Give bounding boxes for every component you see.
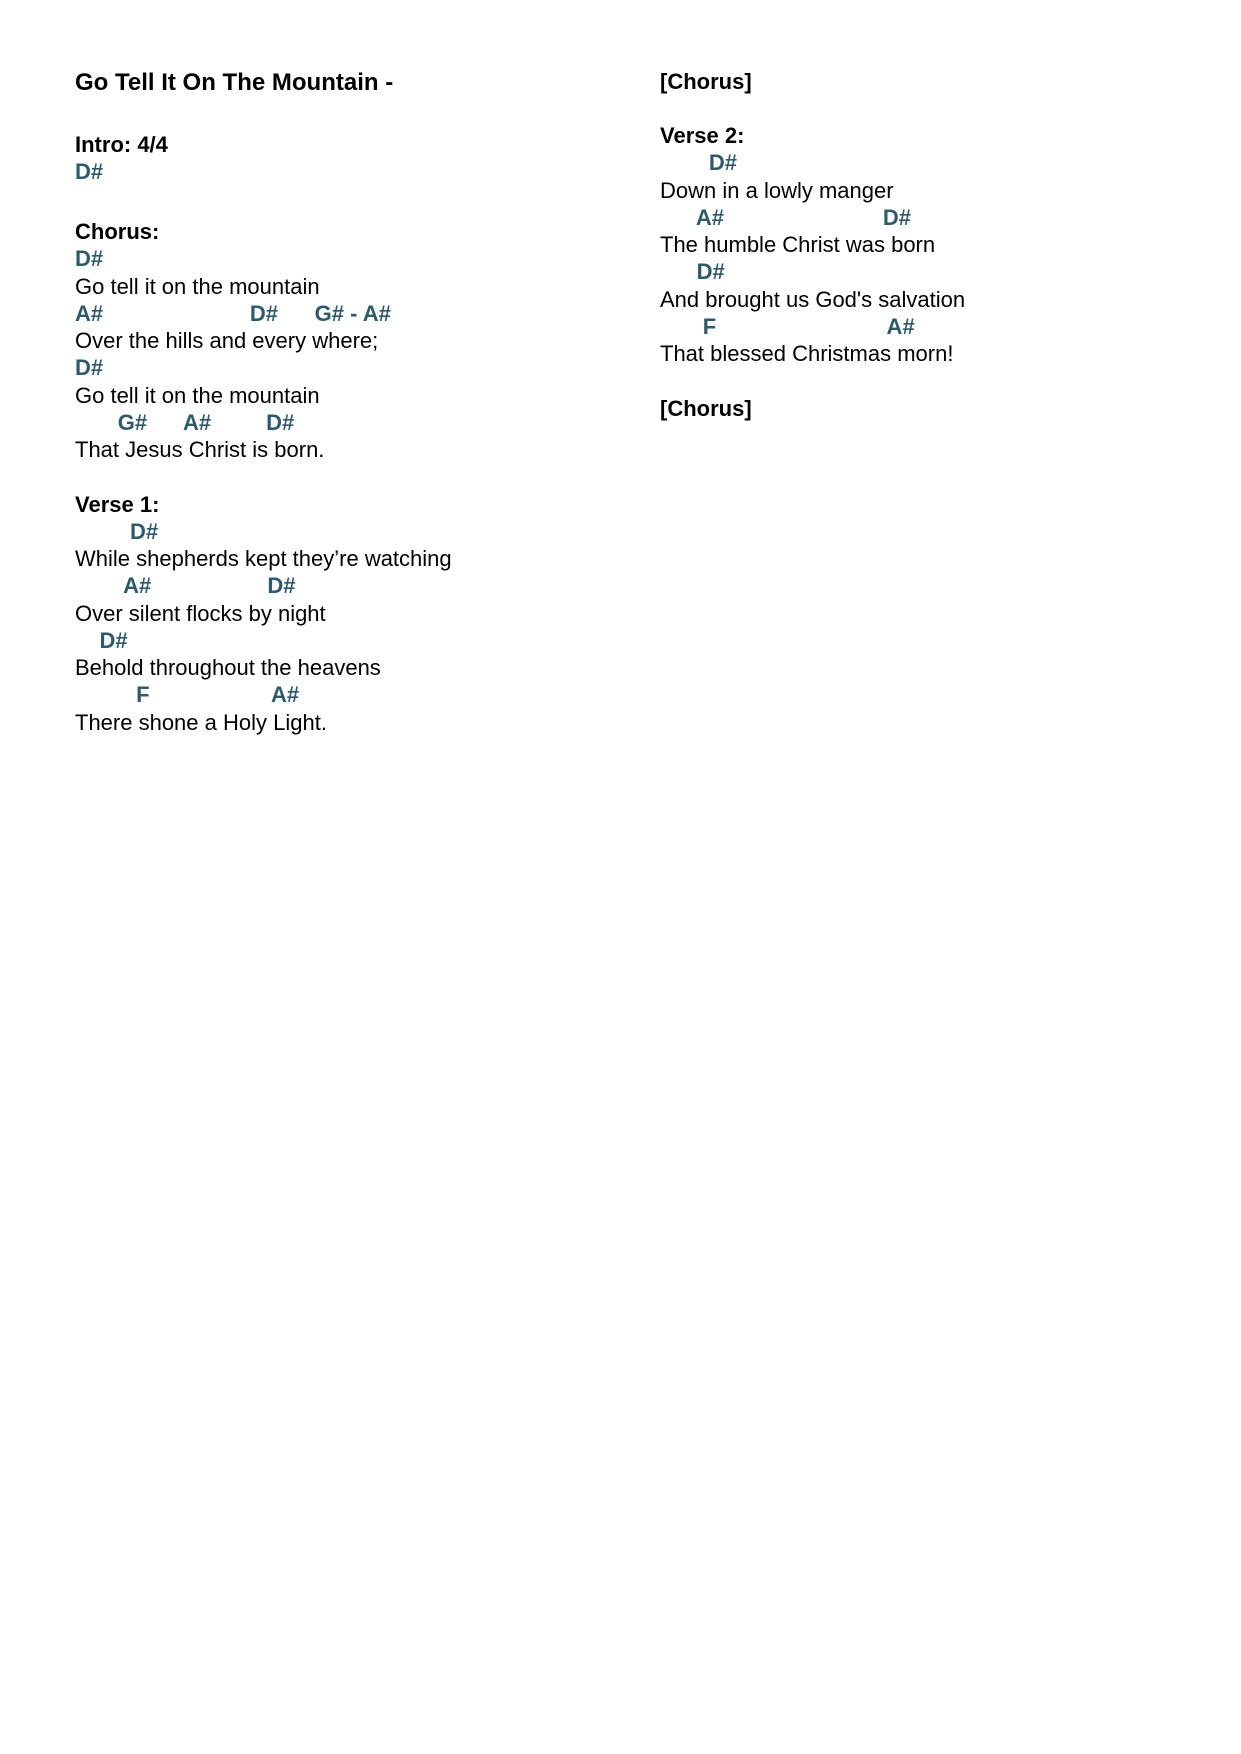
verse1-heading: Verse 1: [75, 492, 160, 517]
song-title: Go Tell It On The Mountain - [75, 69, 394, 96]
lyric-line: Go tell it on the mountain [75, 383, 320, 408]
chord-line: D# [660, 259, 725, 284]
lyric-line: Behold throughout the heavens [75, 655, 381, 680]
lyric-line: That blessed Christmas morn! [660, 341, 954, 366]
lyric-line: Over the hills and every where; [75, 328, 379, 353]
chord-line: D# [75, 355, 104, 380]
chord-line: A# D# [660, 205, 912, 230]
chord-line: F A# [75, 682, 300, 707]
lyric-line: While shepherds kept they’re watching [75, 546, 452, 571]
lyric-line: Down in a lowly manger [660, 178, 894, 203]
chord-line: A# D# [75, 573, 296, 598]
verse2-heading: Verse 2: [660, 123, 745, 148]
lyric-line: There shone a Holy Light. [75, 710, 327, 735]
chord-line: D# [660, 150, 738, 175]
lyric-line: Over silent flocks by night [75, 601, 326, 626]
chord-line: D# [75, 159, 104, 184]
chord-line: G# A# D# [75, 410, 295, 435]
chord-line: F A# [660, 314, 915, 339]
lyric-line: Go tell it on the mountain [75, 274, 320, 299]
chorus-repeat-label: [Chorus] [660, 396, 752, 421]
chorus-repeat-label: [Chorus] [660, 69, 752, 94]
chorus-heading: Chorus: [75, 219, 160, 244]
lyric-line: And brought us God's salvation [660, 287, 966, 312]
lyric-line: The humble Christ was born [660, 232, 936, 257]
lyric-line: That Jesus Christ is born. [75, 437, 325, 462]
chord-line: D# [75, 246, 104, 271]
chord-line: D# [75, 628, 128, 653]
intro-heading: Intro: 4/4 [75, 132, 168, 157]
chord-line: D# [75, 519, 159, 544]
chord-line: A# D# G# - A# [75, 301, 391, 326]
